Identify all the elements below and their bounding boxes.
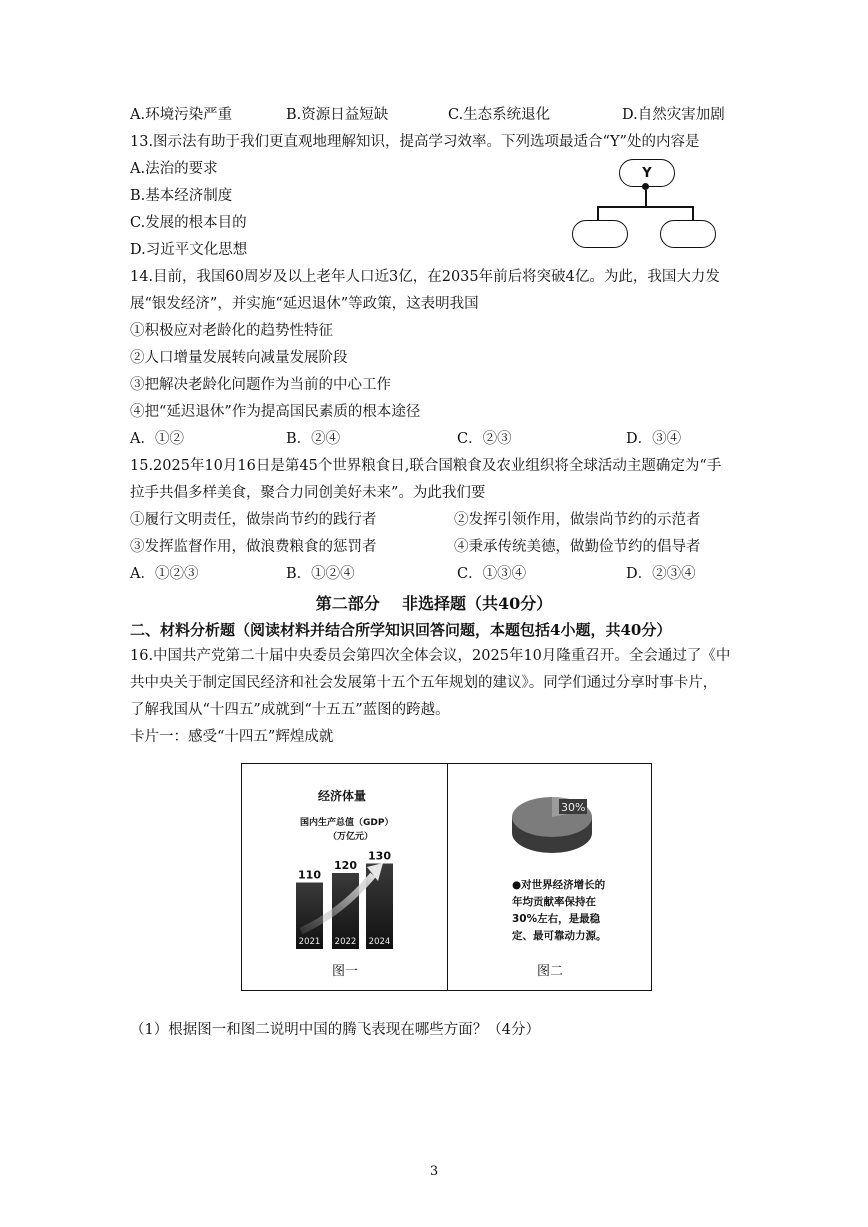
diagram-right-drop — [692, 206, 694, 221]
contribution-pie-chart — [505, 783, 601, 863]
figure1-caption: 图一 — [332, 964, 359, 979]
q16-line3: 了解我国从“十四五”成就到“十五五”蓝图的跨越。 — [130, 702, 450, 718]
q16-line1: 16.中国共产党第二十届中央委员会第四次全体会议，2025年10月隆重召开。全会通过了《中 — [130, 648, 731, 664]
figure2-caption: 图二 — [537, 964, 564, 979]
q15-item-4: ④秉承传统美德，做勤俭节约的倡导者 — [454, 539, 701, 555]
q14-item-2: ②人口增量发展转向减量发展阶段 — [130, 350, 348, 366]
figure1-title: 经济体量 — [318, 789, 367, 803]
q13-option-b: B.基本经济制度 — [130, 188, 233, 204]
q16-card1-title: 卡片一：感受“十四五”辉煌成就 — [130, 729, 334, 745]
gdp-year-label-2021: 2021 — [298, 937, 321, 947]
gdp-value-label-2021: 110 — [298, 868, 321, 882]
q12-option-a: A.环境污染严重 — [130, 107, 233, 123]
q13-option-c: C.发展的根本目的 — [130, 215, 247, 231]
gdp-bar-chart — [241, 763, 447, 989]
q14-option-d: D．③④ — [626, 431, 682, 447]
gdp-value-label-2022: 120 — [334, 859, 357, 872]
diagram-stem-line — [645, 190, 647, 207]
q14-option-c: C．②③ — [457, 431, 512, 447]
q16-question1: （1）根据图一和图二说明中国的腾飞表现在哪些方面？（4分） — [130, 1022, 540, 1038]
q15-item-3: ③发挥监督作用，做浪费粮食的惩罚者 — [130, 539, 377, 555]
q12-option-d: D.自然灾害加剧 — [622, 107, 725, 123]
gdp-value-label-2024: 130 — [368, 849, 391, 863]
pie-label: 30% — [561, 801, 586, 814]
q15-option-a: A．①②③ — [130, 566, 199, 582]
figure2-text-line3: 30%左右，是最稳 — [512, 913, 601, 925]
q13-option-a: A.法治的要求 — [130, 161, 218, 177]
q13-option-d: D.习近平文化思想 — [130, 242, 248, 258]
q16-line2: 共中央关于制定国民经济和社会发展第十五个五年规划的建议》。同学们通过分享时事卡片， — [130, 675, 718, 691]
q15-option-d: D．②③④ — [626, 566, 696, 582]
diagram-branch-line — [597, 206, 693, 208]
q14-stem-line2: 展“银发经济”，并实施“延迟退休”等政策，这表明我国 — [130, 296, 479, 312]
q12-option-c: C.生态系统退化 — [448, 107, 551, 123]
diagram-connector-dot — [642, 183, 649, 190]
q13-stem: 13.图示法有助于我们更直观地理解知识，提高学习效率。下列选项最适合“Y”处的内容是 — [130, 134, 700, 150]
gdp-year-label-2024: 2024 — [368, 937, 391, 947]
q12-option-b: B.资源日益短缺 — [286, 107, 389, 123]
figure2-text-line2: 年均贡献率保持在 — [512, 896, 596, 908]
page-number: 3 — [429, 1164, 439, 1179]
figure2-text — [512, 877, 607, 945]
gdp-year-label-2022: 2022 — [334, 937, 357, 947]
figure2-text-line4: 定、最可靠动力源。 — [512, 930, 607, 942]
q15-stem-line1: 15.2025年10月16日是第45个世界粮食日,联合国粮食及农业组织将全球活动主题确定为“手 — [130, 458, 722, 474]
q14-stem-line1: 14.目前，我国60周岁及以上老年人口近3亿，在2035年前后将突破4亿。为此，我国大力发 — [130, 269, 720, 285]
section2-title: 二、材料分析题（阅读材料并结合所学知识回答问题，本题包括4小题，共40分） — [130, 621, 672, 639]
part2-title: 第二部分 非选择题（共40分） — [315, 594, 553, 613]
diagram-node-left — [572, 220, 628, 248]
diagram-left-drop — [597, 206, 599, 221]
figure1-subtitle2: （万亿元） — [328, 832, 374, 842]
q15-item-1: ①履行文明责任，做崇尚节约的践行者 — [130, 512, 377, 528]
q14-option-a: A．①② — [130, 431, 184, 447]
diagram-node-y: Y — [619, 159, 675, 187]
q14-item-3: ③把解决老龄化问题作为当前的中心工作 — [130, 377, 391, 393]
figure1-subtitle1: 国内生产总值（GDP） — [300, 818, 394, 828]
q14-item-1: ①积极应对老龄化的趋势性特征 — [130, 323, 333, 339]
figure2-text-line1: ●对世界经济增长的 — [512, 879, 606, 891]
q15-stem-line2: 拉手共倡多样美食，聚合力同创美好未来”。为此我们要 — [130, 485, 486, 501]
diagram-node-right — [660, 220, 716, 248]
q15-option-c: C．①③④ — [457, 566, 527, 582]
q15-option-b: B．①②④ — [286, 566, 355, 582]
q14-option-b: B．②④ — [286, 431, 341, 447]
q15-item-2: ②发挥引领作用，做崇尚节约的示范者 — [454, 512, 701, 528]
q14-item-4: ④把“延迟退休”作为提高国民素质的根本途径 — [130, 404, 421, 420]
